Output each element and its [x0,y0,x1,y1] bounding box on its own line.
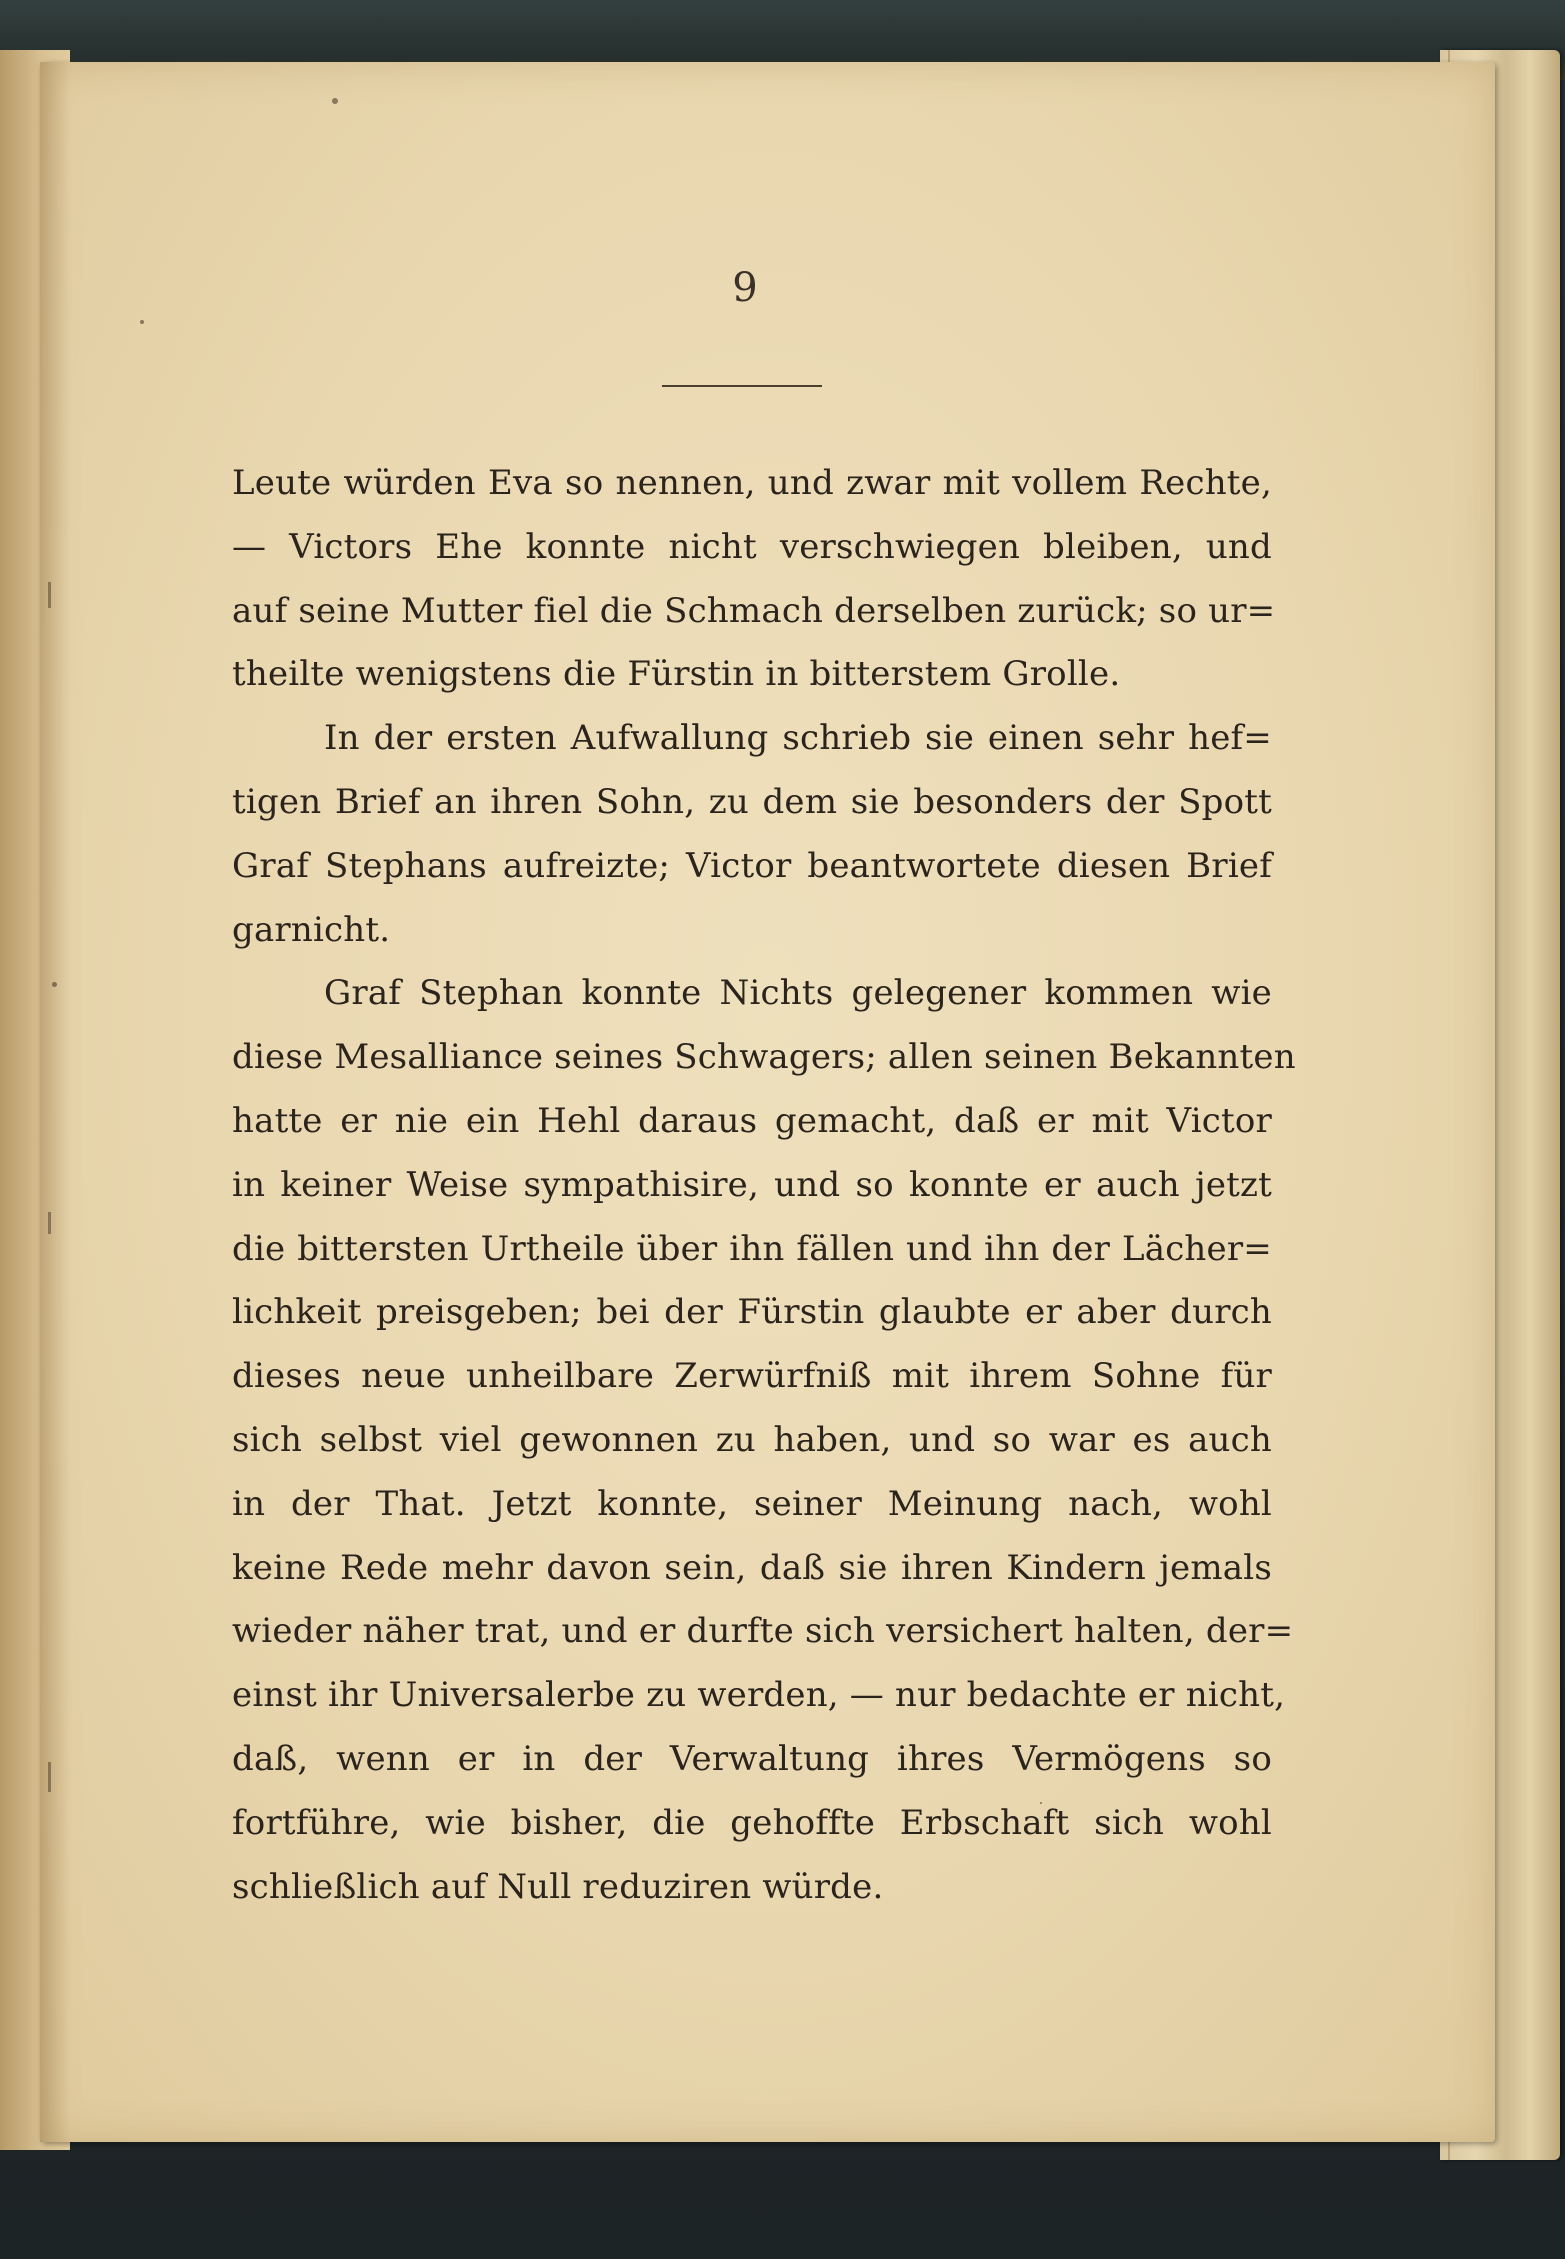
paper-speck [52,982,57,987]
text-line: In der ersten Aufwallung schrieb sie einen sehr hef= [324,718,1272,759]
text-line: in der That. Jetzt konnte, seiner Meinung nach, wohl [232,1483,1272,1524]
page-number: 9 [732,265,758,311]
page-number-rule [662,385,822,387]
text-line: Graf Stephans aufreizte; Victor beantwortete diesen Brief [232,845,1272,886]
text-line: lichkeit preisgeben; bei der Fürstin glaubte er aber durch [232,1292,1272,1333]
text-line: Graf Stephan konnte Nichts gelegener kommen wie [324,973,1272,1014]
text-line: — Victors Ehe konnte nicht verschwiegen bleiben, und [232,526,1272,567]
text-line: die bittersten Urtheile über ihn fällen und ihn der Lächer= [232,1228,1272,1269]
text-line: sich selbst viel gewonnen zu haben, und so war es auch [232,1419,1272,1460]
text-line: keine Rede mehr davon sein, daß sie ihren Kindern jemals [232,1547,1272,1588]
text-line: theilte wenigstens die Fürstin in bitterstem Grolle. [232,654,1121,695]
text-line: schließlich auf Null reduziren würde. [232,1866,884,1907]
paper-speck [140,320,144,324]
text-line: einst ihr Universalerbe zu werden, — nur bedachte er nicht, [232,1675,1286,1716]
text-line: diese Mesalliance seines Schwagers; allen seinen Bekannten [232,1037,1296,1078]
text-line: daß, wenn er in der Verwaltung ihres Vermögens so [232,1738,1272,1779]
text-line: in keiner Weise sympathisire, und so konnte er auch jetzt [232,1164,1272,1205]
text-line: wieder näher trat, und er durfte sich versichert halten, der= [232,1611,1294,1652]
text-line: auf seine Mutter fiel die Schmach derselben zurück; so ur= [232,590,1276,631]
margin-mark [48,1212,51,1234]
text-line: garnicht. [232,909,391,950]
text-line: hatte er nie ein Hehl daraus gemacht, daß er mit Victor [232,1100,1272,1141]
text-line: tigen Brief an ihren Sohn, zu dem sie besonders der Spott [232,781,1272,822]
margin-mark [48,1762,51,1792]
body-text [232,452,1296,1919]
margin-mark [48,582,51,608]
text-line: Leute würden Eva so nennen, und zwar mit vollem Rechte, [232,463,1272,503]
text-line: fortführe, wie bisher, die gehoffte Erbschaft sich wohl [232,1802,1272,1843]
paper-speck [332,98,338,104]
text-line: dieses neue unheilbare Zerwürfniß mit ihrem Sohne für [232,1356,1272,1397]
